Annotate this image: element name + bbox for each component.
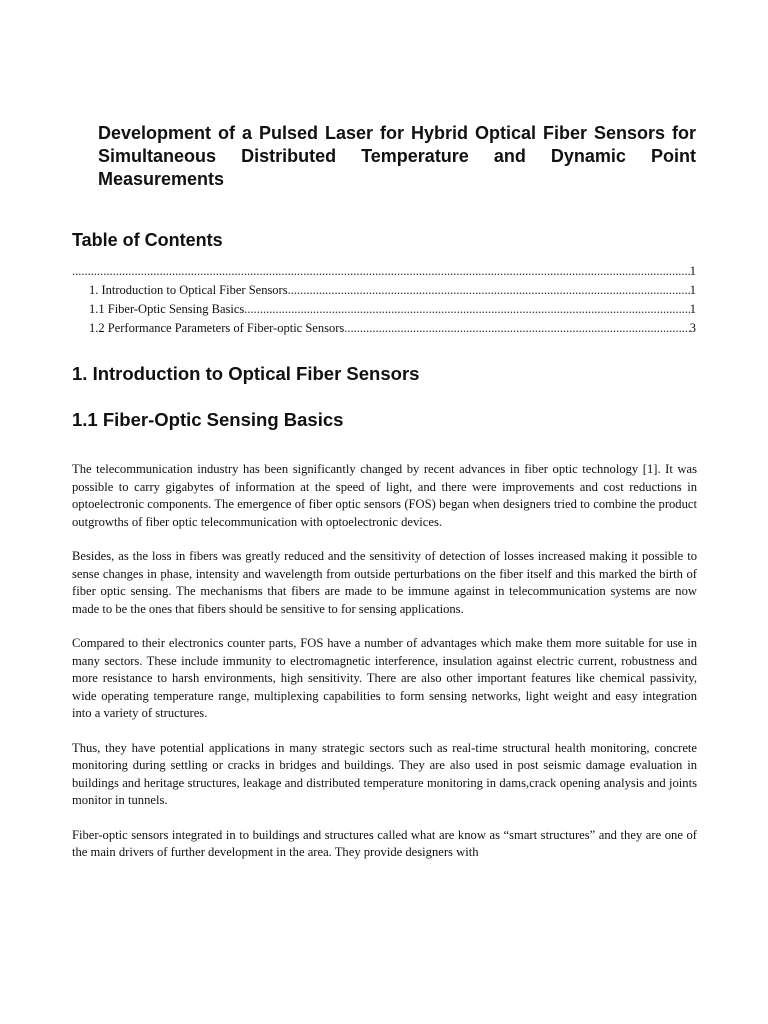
section-heading-1-1: 1.1 Fiber-Optic Sensing Basics <box>72 409 344 430</box>
body-text <box>72 461 697 879</box>
toc-entry-page: 1 <box>689 264 696 278</box>
paragraph: The telecommunication industry has been significantly changed by recent advances in fiber optic technology [1]. It was possible to carry gigabytes of information at the speed of light, and there were improvements and cost reductions in optoelectronic components. The emergence of fiber optic sensors (FOS) began when designers tried to combine the product outgrowths of fiber optic telecommunication with optoelectronic devices. <box>72 462 697 529</box>
paragraph: Besides, as the loss in fibers was greatly reduced and the sensitivity of detection of losses increased making it possible to sense changes in phase, intensity and wavelength from outside perturbations on the fiber itself and this marked the birth of fiber optic sensing. The mechanisms that fibers are made to be immune against in telecommunication systems are now made to be the ones that fibers should be sensitive to for sensing applications. <box>72 549 697 616</box>
toc-entry[interactable] <box>72 300 696 319</box>
toc-entry[interactable] <box>72 319 696 338</box>
toc-entry-page: 1 <box>689 283 696 297</box>
paragraph: Fiber-optic sensors integrated in to buildings and structures called what are know as “smart structures” and they are one of the main drivers of further development in the area. They provide designers with <box>72 827 697 859</box>
toc-entry[interactable] <box>72 281 696 300</box>
toc-leader-dots <box>344 319 690 338</box>
toc-entry[interactable] <box>72 262 696 281</box>
paragraph: Compared to their electronics counter parts, FOS have a number of advantages which make them more suitable for use in many sectors. These include immunity to electromagnetic interference, insulation against electric current, robustness and more resistance to harsh environments, high sensitivity. There are also other important features like chemical passivity, wide operating temperature range, multiplexing capabilities to form sensing networks, light weight and easy integration into a variety of structures. <box>72 636 697 720</box>
toc-entry-page: 3 <box>689 321 696 335</box>
toc-entry-label: 1.1 Fiber-Optic Sensing Basics <box>89 302 245 316</box>
table-of-contents <box>72 262 696 338</box>
toc-heading: Table of Contents <box>72 230 223 250</box>
paragraph: Thus, they have potential applications in many strategic sectors such as real-time structural health monitoring, concrete monitoring during settling or cracks in bridges and buildings. They are also used in post seismic damage evaluation in buildings and heritage structures, leakage and distributed temperature monitoring in dams,crack opening analysis and joints monitor in tunnels. <box>72 740 697 807</box>
toc-leader-dots <box>244 300 689 319</box>
toc-entry-page: 1 <box>689 302 696 316</box>
toc-entry-label: 1. Introduction to Optical Fiber Sensors <box>89 283 288 297</box>
toc-leader-dots <box>72 262 690 281</box>
toc-leader-dots <box>288 281 690 300</box>
document-title: Development of a Pulsed Laser for Hybrid Optical Fiber Sensors for Simultaneous Distributed Temperature and Dynamic Point Measurements <box>98 123 696 189</box>
section-heading-1: 1. Introduction to Optical Fiber Sensors <box>72 363 420 384</box>
toc-entry-label: 1.2 Performance Parameters of Fiber-optic Sensors <box>89 321 345 335</box>
